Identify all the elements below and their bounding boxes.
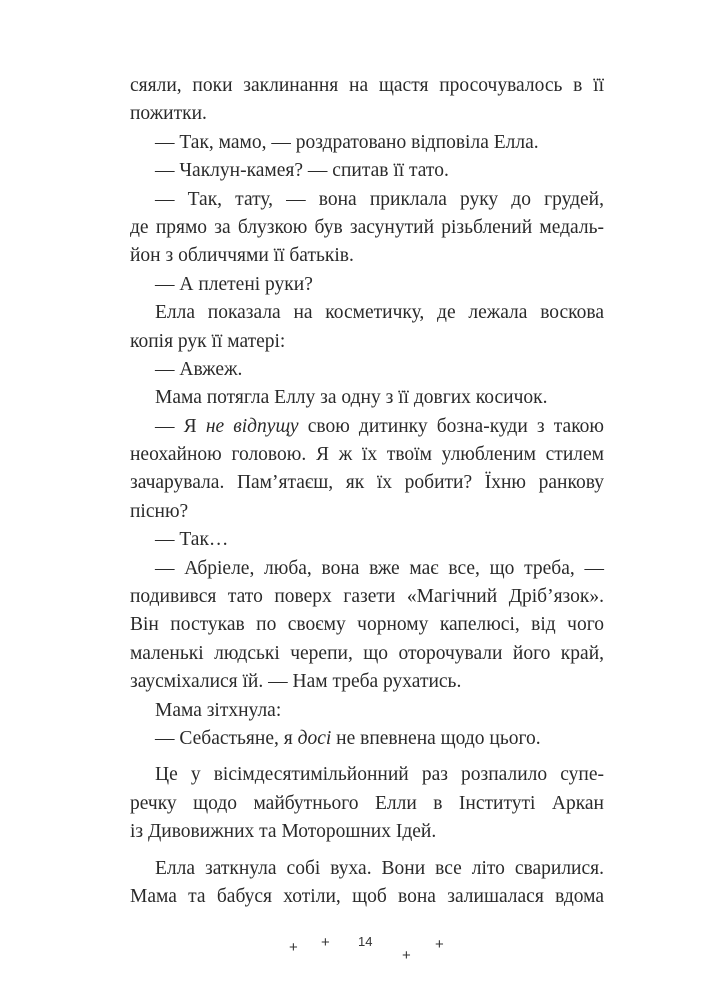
text-line: де прямо за блузкою був засунутий різьблений медаль-	[130, 216, 604, 238]
text-line: — Так, мамо, — роздратовано відповіла Елла.	[155, 131, 539, 153]
text-line: із Дивовижних та Моторошних Ідей.	[130, 821, 437, 843]
text-line: подивився тато поверх газети «Магічний Дріб’язок».	[130, 586, 604, 608]
text-line: Елла показала на косметичку, де лежала воскова	[155, 302, 604, 324]
text-line: — Авжеж.	[155, 358, 243, 380]
text-line: — Так…	[155, 529, 229, 551]
text-line: Мама зітхнула:	[155, 699, 282, 721]
text-line: пісню?	[130, 500, 189, 522]
star-ornament-icon: +	[402, 947, 411, 964]
text-line: маленькі людські черепи, що оторочували його край,	[130, 642, 604, 664]
star-ornament-icon: +	[289, 939, 298, 956]
text-line: — А плетені руки?	[155, 273, 313, 295]
text-line: заусміхалися їй. — Нам треба рухатись.	[130, 671, 462, 693]
text-line	[130, 725, 604, 753]
text-line: йон з обличчями її батьків.	[130, 245, 354, 267]
text-line: — Чаклун-камея? — спитав її тато.	[155, 160, 449, 182]
text-line: Це у вісімдесятимільйонний раз розпалило супе-	[155, 764, 604, 786]
text-line	[130, 413, 604, 441]
text-segment: свою дитинку бозна-куди з такою	[298, 415, 604, 437]
text-line: Він постукав по своєму чорному капелюсі, від чого	[130, 614, 604, 636]
italic-emphasis: досі	[297, 727, 332, 749]
text-segment: не впевнена щодо цього.	[331, 727, 541, 749]
text-segment: — Себастьяне, я	[155, 727, 298, 749]
page-number: 14	[358, 934, 373, 949]
text-line: сяяли, поки заклинання на щастя просочувалось в її	[130, 75, 604, 96]
page-footer	[0, 930, 728, 964]
text-segment: — Я	[155, 415, 206, 437]
italic-emphasis: не відпущу	[205, 415, 299, 437]
book-page-text	[130, 72, 604, 911]
text-line: неохайною головою. Я ж їх твоїм улюбленим стилем	[130, 444, 604, 466]
text-line: пожитки.	[130, 103, 207, 125]
text-line: копія рук її матері:	[130, 330, 286, 352]
text-line: речку щодо майбутнього Елли в Інституті Аркан	[130, 792, 604, 814]
text-line: Елла заткнула собі вуха. Вони все літо сварилися.	[155, 857, 604, 879]
text-line: зачарувала. Пам’ятаєш, як їх робити? Їхню ранкову	[130, 472, 604, 494]
text-line: Мама потягла Еллу за одну з її довгих косичок.	[155, 387, 548, 409]
text-line: Мама та бабуся хотіли, щоб вона залишалася вдома	[130, 885, 604, 907]
star-ornament-icon: +	[435, 936, 444, 953]
text-line: — Абріеле, люба, вона вже має все, що треба, —	[155, 557, 604, 579]
text-line: — Так, тату, — вона приклала руку до грудей,	[155, 188, 604, 210]
star-ornament-icon: +	[321, 934, 330, 951]
